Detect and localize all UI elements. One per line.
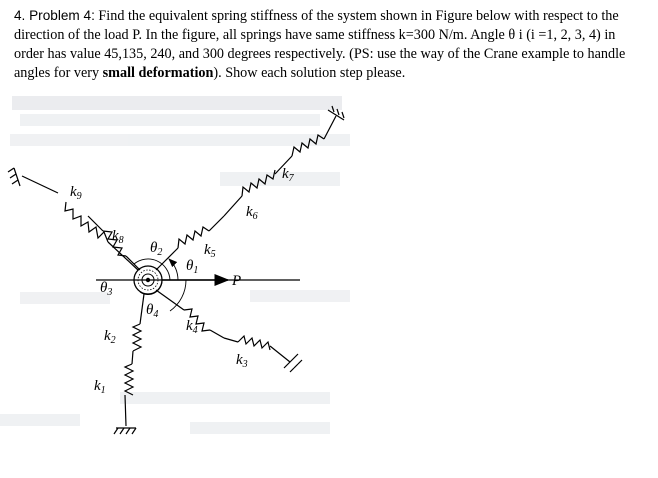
label-k3: $k_3$ bbox=[236, 352, 248, 370]
spring-diagram bbox=[0, 92, 658, 478]
label-load-p: P bbox=[232, 273, 242, 289]
problem-statement bbox=[14, 6, 646, 83]
label-k7: $k_7$ bbox=[282, 166, 294, 184]
problem-emphasis: small deformation bbox=[102, 65, 214, 81]
label-k2: $k_2$ bbox=[104, 328, 116, 346]
problem-text-part-2: ). Show each solution step please. bbox=[213, 65, 406, 81]
label-k6: $k_6$ bbox=[246, 204, 258, 222]
ground-lower-right bbox=[284, 354, 302, 372]
diagram-labels bbox=[70, 166, 295, 396]
spring-system-figure bbox=[0, 92, 658, 478]
label-k9: $k_9$ bbox=[70, 184, 82, 202]
ground-left bbox=[8, 168, 20, 186]
label-theta4: $\theta_4$ bbox=[146, 302, 159, 320]
label-theta2: $\theta_2$ bbox=[150, 240, 163, 258]
spring-k2 bbox=[132, 294, 144, 364]
bleed-through-texture bbox=[0, 96, 350, 434]
label-k8: $k_8$ bbox=[112, 228, 124, 246]
spring-k3 bbox=[224, 336, 290, 362]
ground-bottom bbox=[114, 428, 136, 434]
label-k4: $k_4$ bbox=[186, 318, 198, 336]
label-k5: $k_5$ bbox=[204, 242, 216, 260]
problem-text-part-1: Find the equivalent spring stiffness of the system shown in Figure below with respect to the direction of the load P. In the figure, all springs have same stiffness k=300 N/m. Angle θ i (i =1, 2, 3, 4) in order has value 45,135, 240, and 300 degrees respectively. (PS: use the way of the Crane example to handle angles for very bbox=[14, 8, 626, 81]
problem-label: 4. Problem 4: bbox=[14, 8, 95, 23]
label-theta3: $\theta_3$ bbox=[100, 280, 113, 298]
springs bbox=[22, 116, 336, 426]
label-k1: $k_1$ bbox=[94, 378, 106, 396]
label-theta1: $\theta_1$ bbox=[186, 258, 199, 276]
